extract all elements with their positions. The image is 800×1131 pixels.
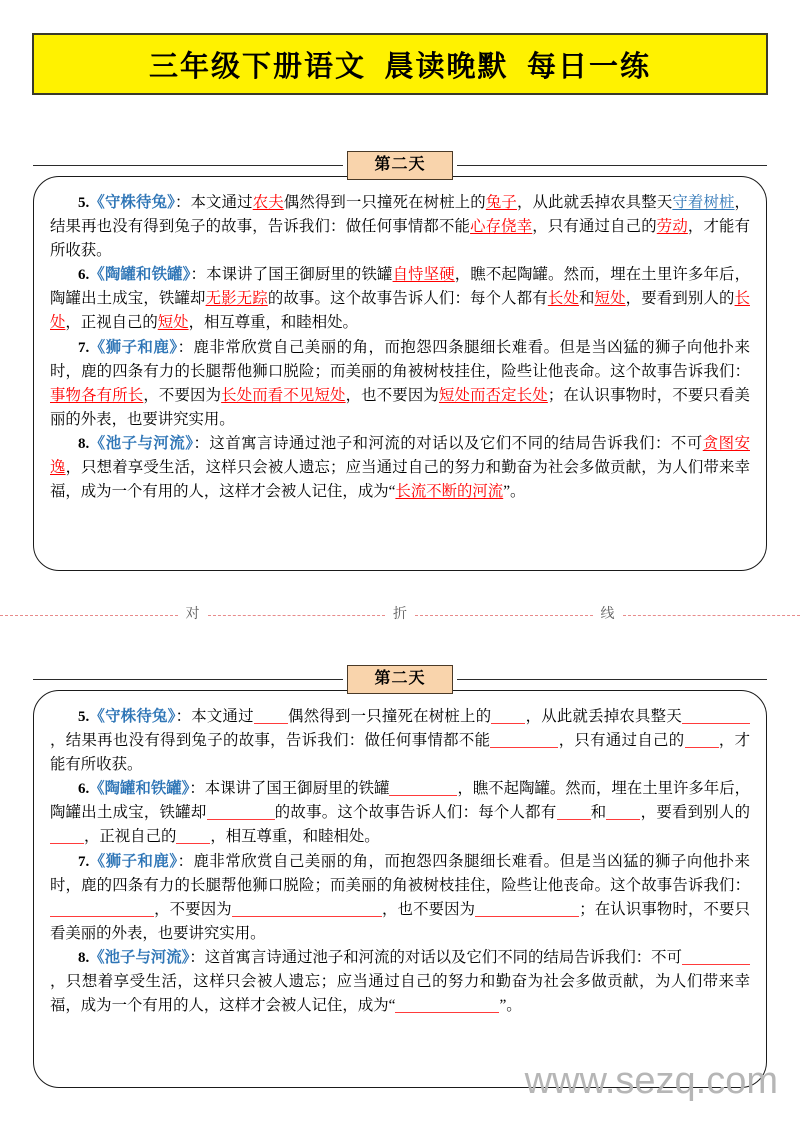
body-text: 本文通过 xyxy=(191,708,254,725)
body-text: 偶然得到一只撞死在树桩上的 xyxy=(283,194,486,211)
question-paragraph xyxy=(50,777,750,849)
body-text: ，才能有所收获。 xyxy=(50,732,750,774)
question-number: 7. xyxy=(78,853,90,870)
fold-dash-3 xyxy=(415,615,593,616)
fold-char-1: 对 xyxy=(185,607,200,622)
answer-text-red: 劳动 xyxy=(656,218,688,236)
title-colon: ： xyxy=(177,338,194,356)
lesson-title: 《陶罐和铁罐》 xyxy=(89,780,190,798)
body-text: 本课讲了国王御厨里的铁罐 xyxy=(204,780,390,798)
answer-text-red: 事物各有所长 xyxy=(50,386,144,404)
page-title: 三年级下册语文 晨读晚默 每日一练 xyxy=(148,50,651,83)
fill-in-blank[interactable] xyxy=(176,829,210,844)
question-number: 6. xyxy=(78,781,90,798)
question-number: 6. xyxy=(78,267,90,284)
answer-text-red: 长处 xyxy=(50,290,750,332)
question-paragraph xyxy=(50,705,750,777)
body-text: ，从此就丢掉农具整天 xyxy=(516,194,673,211)
exercise-item-list xyxy=(50,705,750,1018)
body-text: 这首寓言诗通过池子和河流的对话以及它们不同的结局告诉我们：不可 xyxy=(204,948,682,966)
title-colon: ： xyxy=(189,948,205,966)
body-text: ，瞧不起陶罐。然而，埋在土里许多年后，陶罐出土成宝，铁罐却 xyxy=(50,266,750,308)
day-tag-top-wrap xyxy=(0,148,800,182)
body-text: ，从此就丢掉农具整天 xyxy=(525,708,682,725)
fill-in-blank[interactable] xyxy=(606,805,640,820)
body-text: ，只有通过自己的 xyxy=(558,732,685,750)
fill-in-blank[interactable] xyxy=(207,805,275,820)
fill-in-blank[interactable] xyxy=(490,733,558,748)
body-text: ，只想着享受生活，这样只会被人遗忘；应当通过自己的努力和勤奋为社会多做贡献，为人们带来幸福，成为一个有用的人，这样才会被人记住，成为“ xyxy=(50,459,750,501)
question-paragraph xyxy=(50,263,750,335)
question-paragraph xyxy=(50,850,750,946)
answer-text-red: 短处而否定长处 xyxy=(438,386,548,404)
body-text: 本课讲了国王御厨里的铁罐 xyxy=(206,266,393,284)
body-text: 的故事。这个故事告诉人们：每个人都有 xyxy=(267,290,548,308)
body-text: ，才能有所收获。 xyxy=(50,218,750,260)
day-tag-bottom-wrap xyxy=(0,662,800,696)
answer-text-blue: 守着树桩 xyxy=(672,194,735,211)
fill-in-blank[interactable] xyxy=(475,902,579,917)
body-text: ”。 xyxy=(499,997,522,1015)
body-text: ，正视自己的 xyxy=(65,314,158,332)
body-text: ，不要因为 xyxy=(143,386,222,404)
answer-text-red: 无影无踪 xyxy=(205,290,268,308)
answer-text-red: 农夫 xyxy=(252,194,284,211)
question-paragraph xyxy=(50,336,750,432)
question-paragraph xyxy=(50,946,750,1018)
answer-text-red: 长流不断的河流 xyxy=(395,483,504,501)
body-text: ，结果再也没有得到兔子的故事，告诉我们：做任何事情都不能 xyxy=(50,732,491,750)
question-paragraph xyxy=(50,191,750,263)
body-text: ，瞧不起陶罐。然而，埋在土里许多年后，陶罐出土成宝，铁罐却 xyxy=(50,780,750,822)
tag-rule-right-2 xyxy=(457,679,767,680)
title-colon: ： xyxy=(174,194,191,211)
answers-item-list xyxy=(50,191,750,504)
body-text: ，相互尊重，和睦相处。 xyxy=(210,828,380,846)
fill-in-blank[interactable] xyxy=(232,902,382,917)
body-text: ；在认识事物时，不要只看美丽的外表，也要讲究实用。 xyxy=(50,386,750,428)
fill-in-blank[interactable] xyxy=(682,950,750,965)
body-text: ；在认识事物时，不要只看美丽的外表，也要讲究实用。 xyxy=(50,900,750,942)
body-text: ，也不要因为 xyxy=(345,386,439,404)
body-text: ，要看到别人的 xyxy=(625,290,735,308)
body-text: ”。 xyxy=(503,483,526,501)
answer-text-red: 贪图安逸 xyxy=(50,434,750,477)
question-paragraph xyxy=(50,432,750,504)
body-text: 的故事。这个故事告诉人们：每个人都有 xyxy=(274,804,557,822)
fill-in-blank[interactable] xyxy=(682,709,750,724)
body-text: ，只有通过自己的 xyxy=(532,218,657,236)
title-colon: ： xyxy=(193,434,210,452)
tag-rule-left-2 xyxy=(33,679,343,680)
answer-text-red: 心存侥幸 xyxy=(470,218,533,236)
question-number: 5. xyxy=(78,195,90,211)
body-text: 鹿非常欣赏自己美丽的角，而抱怨四条腿细长难看。但是当凶猛的狮子向他扑来时，鹿的四条有力的长腿帮他狮口脱险；而美丽的角被树枝挂住，险些让他丧命。这个故事告诉我们： xyxy=(50,852,750,894)
day-tag-bottom: 第二天 xyxy=(347,665,452,694)
answer-text-red: 长处 xyxy=(547,290,579,308)
question-number: 7. xyxy=(78,339,90,356)
body-text: ，也不要因为 xyxy=(381,900,476,918)
answers-box xyxy=(33,176,767,571)
fold-char-2: 折 xyxy=(393,607,407,622)
title-banner xyxy=(32,33,768,95)
question-number: 8. xyxy=(78,435,90,452)
lesson-title: 《守株待兔》 xyxy=(89,194,175,211)
body-text: 偶然得到一只撞死在树桩上的 xyxy=(287,708,492,725)
day-tag-top: 第二天 xyxy=(347,151,452,180)
tag-rule-left xyxy=(33,165,343,166)
answer-text-red: 自恃坚硬 xyxy=(392,266,455,284)
lesson-title: 《陶罐和铁罐》 xyxy=(89,266,191,284)
answer-text-red: 长处而看不见短处 xyxy=(221,386,346,404)
title-colon: ： xyxy=(190,266,207,284)
fill-in-blank[interactable] xyxy=(395,998,499,1013)
body-text: ，相互尊重，和睦相处。 xyxy=(188,314,358,332)
lesson-title: 《池子与河流》 xyxy=(89,948,190,966)
fill-in-blank[interactable] xyxy=(557,805,591,820)
body-text: 鹿非常欣赏自己美丽的角，而抱怨四条腿细长难看。但是当凶猛的狮子向他扑来时，鹿的四条有力的长腿帮他狮口脱险；而美丽的角被树枝挂住，险些让他丧命。这个故事告诉我们： xyxy=(50,338,750,380)
title-colon: ： xyxy=(175,708,192,725)
body-text: 和 xyxy=(578,290,595,308)
fold-line xyxy=(0,602,800,628)
answer-text-red: 兔子 xyxy=(485,194,517,211)
body-text: 本文通过 xyxy=(190,194,253,211)
fold-char-3: 线 xyxy=(600,607,615,622)
fold-dash-1 xyxy=(0,615,178,616)
body-text: ，要看到别人的 xyxy=(640,804,750,822)
fill-in-blank[interactable] xyxy=(389,781,457,796)
question-number: 8. xyxy=(78,949,90,966)
tag-rule-right xyxy=(457,165,767,166)
title-colon: ： xyxy=(177,852,194,870)
lesson-title: 《狮子和鹿》 xyxy=(89,338,178,356)
body-text: ，结果再也没有得到兔子的故事，告诉我们：做任何事情都不能 xyxy=(50,194,750,236)
body-text: 这首寓言诗通过池子和河流的对话以及它们不同的结局告诉我们：不可 xyxy=(209,434,703,452)
body-text: ，只想着享受生活，这样只会被人遗忘；应当通过自己的努力和勤奋为社会多做贡献，为人们带来幸福，成为一个有用的人，这样才会被人记住，成为“ xyxy=(50,973,750,1015)
question-number: 5. xyxy=(78,709,90,725)
exercise-box xyxy=(33,690,767,1088)
body-text: 和 xyxy=(590,804,607,822)
fill-in-blank[interactable] xyxy=(491,709,525,724)
fill-in-blank[interactable] xyxy=(685,733,719,748)
site-watermark: www.sezq.com xyxy=(524,1060,778,1102)
lesson-title: 《池子与河流》 xyxy=(89,434,194,452)
answer-text-red: 短处 xyxy=(594,290,626,308)
fold-dash-2 xyxy=(208,615,386,616)
title-colon: ： xyxy=(189,780,205,798)
fill-in-blank[interactable] xyxy=(50,902,154,917)
fill-in-blank[interactable] xyxy=(50,829,84,844)
answer-text-red: 短处 xyxy=(157,314,189,332)
lesson-title: 《守株待兔》 xyxy=(89,708,176,725)
body-text: ，正视自己的 xyxy=(84,828,177,846)
body-text: ，不要因为 xyxy=(154,900,232,918)
fill-in-blank[interactable] xyxy=(254,709,288,724)
lesson-title: 《狮子和鹿》 xyxy=(89,852,178,870)
fold-dash-4 xyxy=(623,615,800,616)
